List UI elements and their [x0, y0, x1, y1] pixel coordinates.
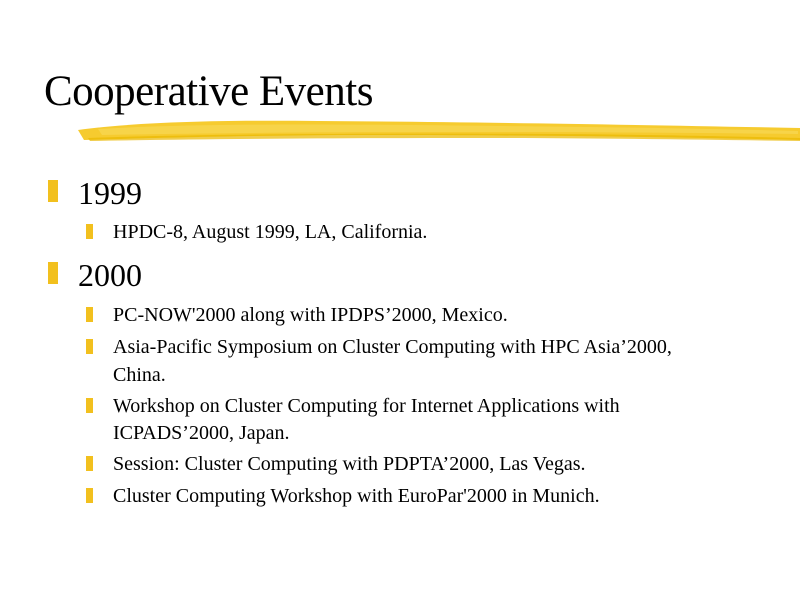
slide-title: Cooperative Events: [44, 68, 373, 115]
sub-bullet-marker-icon: [86, 488, 93, 503]
list-item-text: Asia-Pacific Symposium on Cluster Computing with HPC Asia’2000,: [113, 336, 672, 358]
list-item-text: HPDC-8, August 1999, LA, California.: [113, 221, 428, 243]
list-item-text: ICPADS’2000, Japan.: [113, 422, 290, 444]
list-item-text: Session: Cluster Computing with PDPTA’2000, Las Vegas.: [113, 453, 586, 475]
list-item-text: China.: [113, 364, 166, 386]
list-item-text: Cluster Computing Workshop with EuroPar'2000 in Munich.: [113, 485, 600, 507]
section-heading: 2000: [78, 257, 142, 293]
sub-bullet-marker-icon: [86, 398, 93, 413]
sub-bullet-marker-icon: [86, 456, 93, 471]
bullet-marker-icon: [48, 262, 58, 284]
section-heading: 1999: [78, 175, 142, 211]
bullet-marker-icon: [48, 180, 58, 202]
sub-bullet-marker-icon: [86, 307, 93, 322]
sub-bullet-marker-icon: [86, 339, 93, 354]
list-item-text: Workshop on Cluster Computing for Internet Applications with: [113, 395, 620, 417]
list-item-text: PC-NOW'2000 along with IPDPS’2000, Mexico.: [113, 304, 508, 326]
sub-bullet-marker-icon: [86, 224, 93, 239]
